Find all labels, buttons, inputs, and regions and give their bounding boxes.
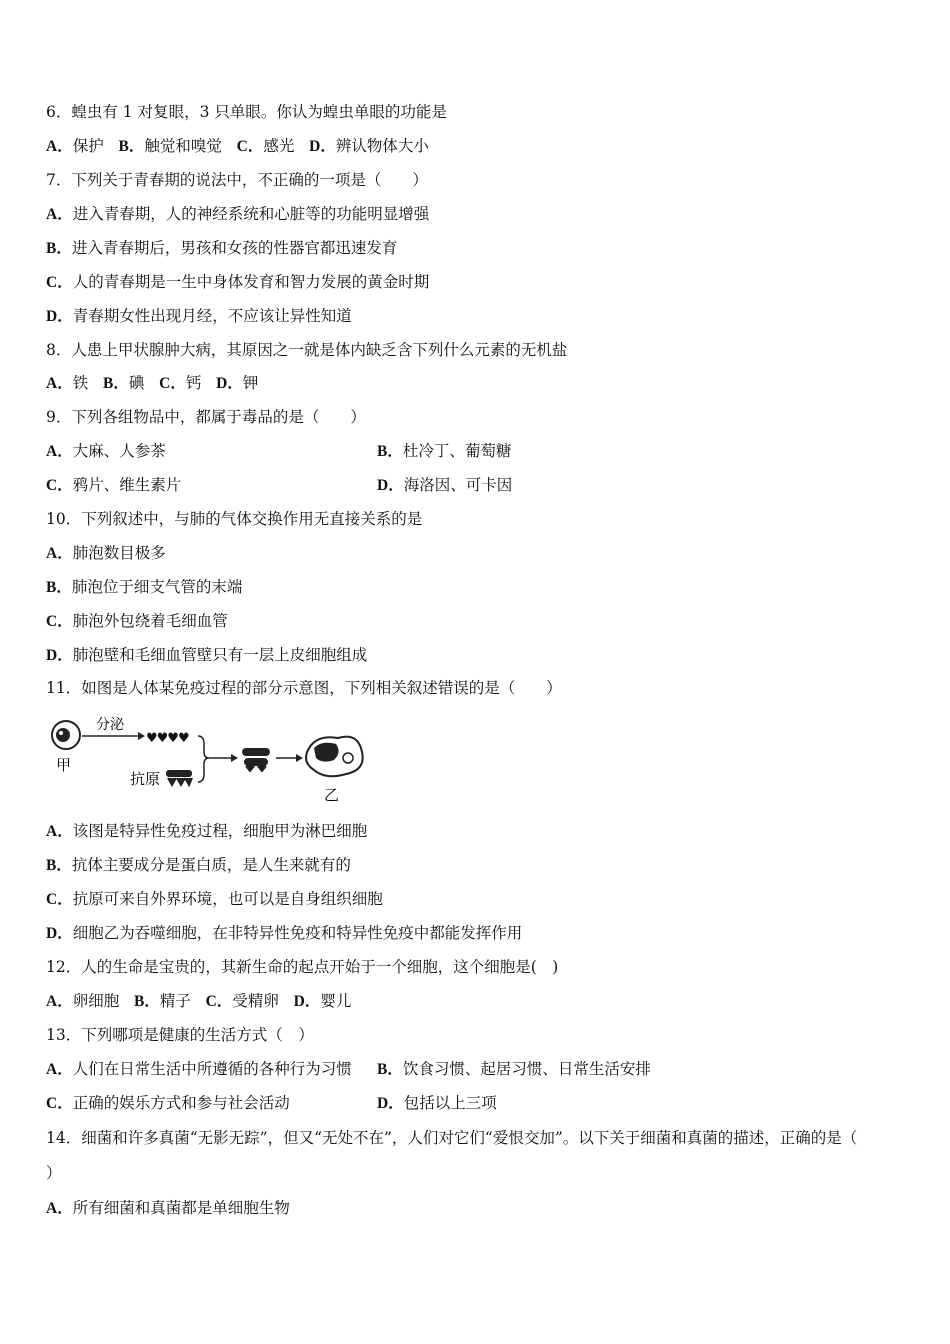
question-11-option-a — [46, 821, 367, 842]
option-c: 抗原可来自外界环境，也可以是自身组织细胞 — [72, 890, 383, 908]
option-d: 细胞乙为吞噬细胞，在非特异性免疫和特异性免疫中都能发挥作用 — [72, 924, 523, 942]
option-c-label: C． — [236, 138, 264, 155]
option-d-label: D． — [377, 477, 404, 494]
merge-bracket — [198, 736, 209, 782]
option-c-label: C． — [46, 274, 73, 291]
cell-a-nucleus — [56, 728, 70, 742]
question-9-option-b — [377, 441, 511, 462]
cell-a-nucleolus — [59, 731, 63, 735]
question-7-option-c — [46, 272, 429, 293]
option-d: 海洛因、可卡因 — [403, 476, 513, 494]
question-7-option-b — [46, 238, 397, 259]
option-c-label: C． — [46, 477, 73, 494]
question-10-stem: 10．下列叙述中，与肺的气体交换作用无直接关系的是 — [46, 510, 423, 528]
question-9-option-d — [377, 475, 512, 496]
question-8-options — [46, 373, 258, 394]
option-a-label: A． — [46, 206, 73, 223]
question-13-stem: 13．下列哪项是健康的生活方式（ ） — [46, 1026, 314, 1044]
option-b: 进入青春期后，男孩和女孩的性器官都迅速发育 — [71, 239, 398, 257]
question-13-option-b — [377, 1059, 651, 1080]
option-c: 钙 — [185, 374, 202, 392]
question-9-option-a — [46, 441, 166, 462]
question-14-stem-line-2: ） — [46, 1164, 62, 1182]
option-a: 大麻、人参茶 — [72, 442, 166, 460]
option-d-label: D． — [46, 647, 73, 664]
option-a: 保护 — [72, 137, 104, 155]
option-a-label: A． — [46, 443, 73, 460]
question-11-stem: 11．如图是人体某免疫过程的部分示意图，下列相关叙述错误的是（ ） — [46, 679, 562, 697]
option-a: 所有细菌和真菌都是单细胞生物 — [72, 1199, 290, 1217]
option-b: 碘 — [128, 374, 145, 392]
question-14-stem-line-1: 14．细菌和许多真菌“无影无踪”，但又“无处不在”，人们对它们“爱恨交加”。以下关于细菌和真菌的描述，正确的是（ — [46, 1129, 858, 1147]
option-b: 肺泡位于细支气管的末端 — [71, 578, 243, 596]
option-a-label: A． — [46, 375, 73, 392]
question-7-stem: 7．下列关于青春期的说法中，不正确的一项是（ ） — [46, 171, 428, 189]
antibody-icons: ♥♥♥♥ — [146, 731, 189, 746]
option-a-label: A． — [46, 1200, 73, 1217]
option-a-label: A． — [46, 138, 73, 155]
option-b: 触觉和嗅觉 — [144, 137, 222, 155]
option-a: 卵细胞 — [72, 992, 120, 1010]
option-d-label: D． — [216, 375, 243, 392]
option-d-label: D． — [46, 308, 73, 325]
option-b-label: B． — [118, 138, 145, 155]
question-6-stem: 6．蝗虫有 1 对复眼，3 只单眼。你认为蝗虫单眼的功能是 — [46, 103, 447, 121]
option-d: 肺泡壁和毛细血管壁只有一层上皮细胞组成 — [72, 646, 368, 664]
question-12-stem: 12．人的生命是宝贵的，其新生命的起点开始于一个细胞，这个细胞是( ) — [46, 958, 559, 976]
option-d-label: D． — [377, 1095, 404, 1112]
option-a: 该图是特异性免疫过程，细胞甲为淋巴细胞 — [72, 822, 368, 840]
option-c: 感光 — [263, 137, 295, 155]
question-10-option-a — [46, 543, 166, 564]
question-7-option-a — [46, 204, 429, 225]
question-11-option-b — [46, 855, 351, 876]
cell-b-icon — [306, 737, 363, 777]
option-b-label: B． — [377, 1061, 403, 1078]
option-c: 人的青春期是一生中身体发育和智力发展的黄金时期 — [72, 273, 430, 291]
merge-arrow-head — [231, 754, 238, 762]
question-13-option-c — [46, 1093, 290, 1114]
option-d: 青春期女性出现月经，不应该让异性知道 — [72, 307, 352, 325]
option-b-label: B． — [103, 375, 129, 392]
immune-process-figure — [46, 712, 376, 804]
option-b: 饮食习惯、起居习惯、日常生活安排 — [402, 1060, 651, 1078]
antigen-label: 抗原 — [130, 770, 161, 788]
question-7-option-d — [46, 306, 352, 327]
question-12-options — [46, 991, 351, 1012]
question-13-option-a — [46, 1059, 352, 1080]
option-d: 辨认物体大小 — [335, 137, 429, 155]
question-8-stem: 8．人患上甲状腺肿大病，其原因之一就是体内缺乏含下列什么元素的无机盐 — [46, 341, 568, 359]
option-c: 肺泡外包绕着毛细血管 — [72, 612, 228, 630]
option-c-label: C． — [205, 993, 233, 1010]
question-10-option-c — [46, 611, 228, 632]
option-b-label: B． — [46, 579, 72, 596]
option-c-label: C． — [46, 1095, 73, 1112]
option-b-label: B． — [134, 993, 160, 1010]
option-b: 杜冷丁、葡萄糖 — [402, 442, 512, 460]
option-d-label: D． — [46, 925, 73, 942]
option-a: 铁 — [72, 374, 89, 392]
option-a: 进入青春期，人的神经系统和心脏等的功能明显增强 — [72, 205, 430, 223]
option-b-label: B． — [46, 240, 72, 257]
option-d: 包括以上三项 — [403, 1094, 497, 1112]
question-13-option-d — [377, 1093, 497, 1114]
option-a: 人们在日常生活中所遵循的各种行为习惯 — [72, 1060, 352, 1078]
option-a: 肺泡数目极多 — [72, 544, 166, 562]
option-a-label: A． — [46, 823, 73, 840]
option-a-label: A． — [46, 545, 73, 562]
antigen-icon — [166, 770, 192, 785]
question-9-stem: 9．下列各组物品中，都属于毒品的是（ ） — [46, 408, 366, 426]
option-b-label: B． — [46, 857, 72, 874]
question-14-option-a — [46, 1198, 290, 1219]
option-d: 婴儿 — [320, 992, 352, 1010]
question-10-option-b — [46, 577, 242, 598]
question-11-option-d — [46, 923, 522, 944]
cell-a-label: 甲 — [56, 756, 72, 774]
question-6-options — [46, 136, 429, 157]
question-11-option-c — [46, 889, 383, 910]
cell-b-label: 乙 — [324, 786, 340, 804]
secrete-arrow-head — [138, 732, 145, 740]
option-d-label: D． — [293, 993, 321, 1010]
option-c: 鸦片、维生素片 — [72, 476, 182, 494]
question-10-option-d — [46, 645, 367, 666]
option-d-label: D． — [309, 138, 336, 155]
option-c-label: C． — [46, 613, 73, 630]
secrete-label: 分泌 — [96, 717, 124, 733]
option-b-label: B． — [377, 443, 403, 460]
option-c: 受精卵 — [232, 992, 279, 1010]
option-d: 钾 — [242, 374, 259, 392]
option-a-label: A． — [46, 1061, 73, 1078]
option-b: 抗体主要成分是蛋白质，是人生来就有的 — [71, 856, 351, 874]
antigen-antibody-complex-icon — [242, 748, 270, 771]
option-c-label: C． — [46, 891, 73, 908]
option-c-label: C． — [159, 375, 186, 392]
engulf-arrow-head — [296, 754, 303, 762]
option-c: 正确的娱乐方式和参与社会活动 — [72, 1094, 290, 1112]
question-9-option-c — [46, 475, 181, 496]
option-a-label: A． — [46, 993, 73, 1010]
option-b: 精子 — [159, 992, 191, 1010]
